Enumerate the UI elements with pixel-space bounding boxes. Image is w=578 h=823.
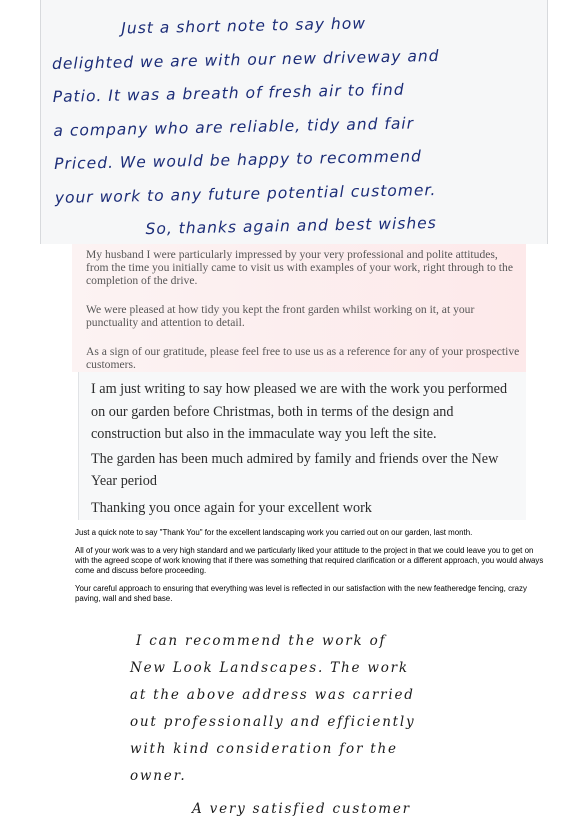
- letter2-paragraph: Thanking you once again for your excellent work: [91, 499, 372, 516]
- note2-line: with kind consideration for the: [130, 741, 398, 757]
- letter3-paragraph: Your careful approach to ensuring that everything was level is reflected in our satisfaction with the new featheredge fencing, crazy paving, wall and shed base.: [75, 584, 527, 603]
- letter2-paragraph: The garden has been much admired by family and friends over the New Year period: [91, 450, 499, 489]
- typed-letter-3: [0, 520, 578, 620]
- note2-line: New Look Landscapes. The work: [130, 660, 409, 676]
- note2-line: A very satisfied customer: [192, 801, 411, 817]
- note1-line: Just a short note to say how: [121, 14, 367, 38]
- handwritten-text-2: [130, 628, 415, 823]
- note1-line: delighted we are with our new driveway and: [51, 46, 440, 73]
- letter1-paragraph: As a sign of our gratitude, please feel free to use us as a reference for any of your prospective customers.: [86, 345, 520, 371]
- typed-letter-1: [72, 244, 526, 372]
- handwritten-text-1: [51, 4, 542, 249]
- note1-line: a company who are reliable, tidy and fair: [53, 113, 415, 140]
- handwritten-note-2: [0, 620, 578, 818]
- letter2-paragraph: I am just writing to say how pleased we are with the work you performed on our garden before Christmas, both in terms of the design and construction but also in the immaculate way you left the site.: [91, 381, 508, 442]
- handwritten-note-1: [40, 0, 548, 244]
- letter1-paragraph: My husband I were particularly impressed by your very professional and polite attitudes, from the time you initially came to visit us with examples of your work, right through to the completion of the drive.: [86, 248, 513, 287]
- note1-line: Patio. It was a breath of fresh air to find: [52, 80, 405, 106]
- note2-line: I can recommend the work of: [136, 633, 387, 649]
- note2-line: out professionally and efficiently: [130, 714, 416, 730]
- note1-line: your work to any future potential customer.: [54, 180, 437, 207]
- note1-line: So, thanks again and best wishes: [145, 213, 437, 239]
- note2-line: owner.: [130, 768, 187, 784]
- note2-line: at the above address was carried: [130, 687, 415, 703]
- typed-letter-2: [78, 372, 526, 520]
- note1-line: Priced. We would be happy to recommend: [53, 147, 423, 173]
- letter1-paragraph: We were pleased at how tidy you kept the front garden whilst working on it, at your punctuality and attention to detail.: [86, 303, 475, 329]
- letter3-paragraph: All of your work was to a very high standard and we particularly liked your attitude to the project in that we could leave you to get on with the agreed scope of work knowing that if there was something that required clarification or a different approach, you would always come and discuss before proceeding.: [75, 546, 544, 575]
- letter3-paragraph: Just a quick note to say "Thank You" for the excellent landscaping work you carried out on our garden, last month.: [75, 528, 473, 537]
